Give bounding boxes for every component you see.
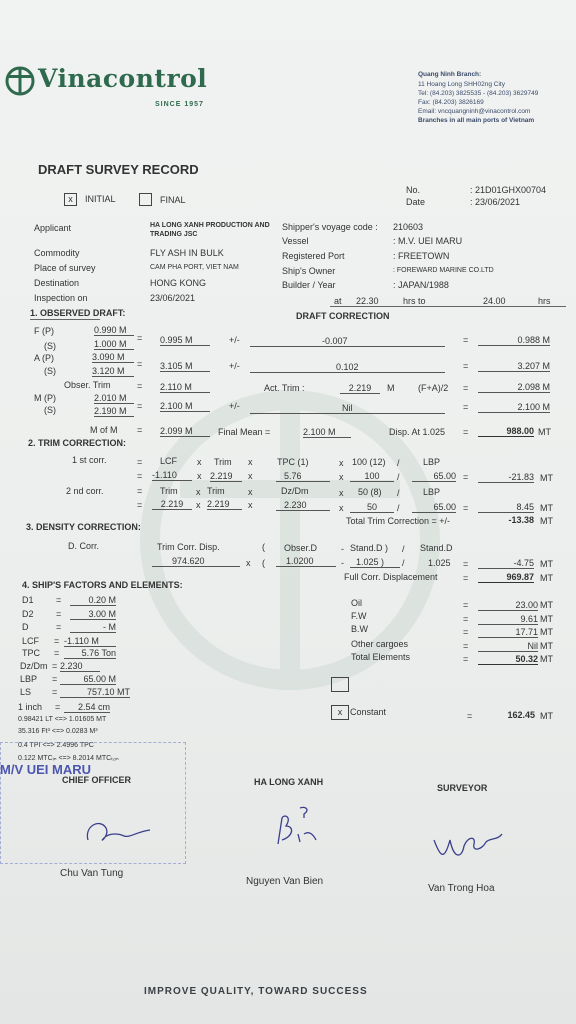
f-result: 0.988 M [478, 335, 550, 346]
survey-sheet: Vinacontrol SINCE 1957 Quang Ninh Branch: 11 Hoang Long SHH02ng City Tel: (84.203) 3825535 - (84.203) 3629749 Fax: (84.203) 3826169 Email: vncquangninh@vinacontrol.com Branches in all main ports of Vietnam DRAFT SURVEY RECORD x INITIAL FINAL No. : 21D01GHX00704 Date : 23/06/2021 Applicant HA LONG XANH PRODUCTION AND TRADING JSC Commodity FLY ASH IN BULK Place of survey CAM PHA PORT, VIET NAM Destination HONG KONG Inspection on 23/06/2021 Shipper's voyage code : 210603 Vessel : M.V. UEI MARU Registered Port : FREETOWN Ship's Owner : FOREWARD MARINE CO.LTD Builder / Year : JAPAN/1988 at 22.30 hrs to 24.00 hrs 1. OBSERVED DRAFT: DRAFT CORRECTION F (P) (S) A (P) (S) 0.990 M 1.000 M 3.090 M 3.120 M = = 0.995 M 3.105 M +/- +/- -0.007 0.102 = = 0.988 M 3.207 M Obser. Trim = 2.110 M Act. Trim : 2.219 M (F+A)/2 = 2.098 M M (P) (S) 2.010 M 2.190 M = 2.100 M +/- Nil = 2.100 M M of M = 2.099 M Final Mean = 2.100 M Disp. At 1.025 = 988.00 MT 2. TRIM CORRECTION: 1 st corr. = LCF x Trim x TPC (1) x 100 (12) / LBP = -1.110 x 2.219 x 5.76 x 100 / 65.00 = -21.83 MT 2 nd corr. = Trim x Trim x Dz/Dm x 50 (8) / LBP = 2.219 x 2.219 x 2.230 x 50 / 65.00 = 8.45 MT Total Trim Correction = +/- -13.38 MT 3. DENSITY CORRECTION: D. Corr. Trim Corr. Disp. ( Obser.D - Stand.D ) / Stand.D 974.620 x ( 1.0200 - 1.025 ) / 1.025 = -4.75 MT Full Corr. Displacement = 969.87 MT 4. SHIP'S FACTORS AND ELEMENTS: D1 = 0.20 M D2 = 3.00 M D = - M LCF = -1.110 M TPC = 5.76 Ton Dz/Dm = 2.230 LBP = 65.00 M LS = 757.10 MT 1 inch = 2.54 cm 0.98421 LT <=> 1.01605 MT 35.316 Ft³ <=> 0.0283 M³ 0.4 TPI <=> 2.4996 TPC 0.122 MTCᵢₙ <=> 8.2014 MTCₜₒₙ Oil F.W B.W Other cargoes Total Elements = = = = = 23.00 9.61 17.71 Nil 50.32 MT MT MT MT MT x Constant = 162.45 MT M/V UEI MARU CHIEF OFFICER HA LONG XANH SURVEYOR Chu Van Tung Nguyen Van Bien Van Trong Hoa IMPROVE QUALITY, TOWARD SUCCESS [0, 0, 576, 1024]
dzdm4-value: 2.230 [60, 661, 100, 672]
second-result: 8.45 [478, 502, 534, 513]
lbp-value: 65.00 [412, 471, 456, 482]
a-correction: 0.102 [250, 362, 445, 373]
f-mean: 0.995 M [160, 335, 210, 346]
other-label: Other cargoes [351, 639, 409, 649]
d-label: D [22, 622, 29, 632]
hundred-value: 100 [350, 471, 394, 482]
m-correction: Nil [250, 403, 445, 414]
t1-value: 2.219 [152, 499, 192, 510]
obs-d-label: Obser.D [284, 543, 318, 553]
final-label: FINAL [160, 195, 186, 205]
constant-mt: MT [540, 711, 553, 721]
sec1-rule [30, 319, 100, 320]
first-corr-label: 1 st corr. [72, 455, 107, 465]
oil-mt: MT [540, 600, 553, 610]
surveyor-label: SURVEYOR [437, 783, 488, 793]
sec3-title: 3. DENSITY CORRECTION: [26, 522, 141, 532]
company-label: HA LONG XANH [254, 777, 324, 787]
constant-checkbox[interactable]: x [331, 705, 349, 720]
lcf4-label: LCF [22, 636, 40, 646]
lbp4-value: 65.00 M [60, 674, 116, 685]
first-result: -21.83 [478, 472, 534, 483]
mofm-value: 2.099 M [160, 426, 210, 437]
commodity-label: Commodity [34, 248, 80, 258]
destination-value: HONG KONG [150, 278, 207, 288]
act-trim: 2.219 [340, 383, 380, 394]
std-d-value: 1.025 ) [350, 557, 400, 568]
mp-value: 2.010 M [94, 393, 134, 404]
brand-logo: Vinacontrol [38, 64, 208, 93]
chief-officer-label: CHIEF OFFICER [62, 775, 131, 785]
bw-mt: MT [540, 627, 553, 637]
lbp4-label: LBP [20, 674, 38, 684]
owner-value: : FOREWARD MARINE CO.LTD [393, 267, 494, 274]
tpc4-label: TPC [22, 648, 40, 658]
fa2-value: 2.098 M [478, 382, 550, 393]
as-label: (S) [44, 366, 56, 376]
time-at: at [334, 296, 342, 306]
total-mt: MT [540, 654, 553, 664]
total-trim-value: -13.38 [508, 515, 534, 525]
trim-label: Trim [214, 457, 232, 467]
std2-label: Stand.D [420, 543, 453, 553]
full-corr-mt: MT [540, 573, 553, 583]
a-pm: +/- [229, 361, 240, 371]
total-elements-value: 50.32 [478, 654, 538, 665]
full-corr-value: 969.87 [478, 572, 534, 583]
branch-email: Email: vncquangninh@vinacontrol.com [418, 108, 531, 115]
tpc-value: 5.76 [276, 471, 330, 482]
tpi-conversion: 0.4 TPI <=> 2.4996 TPC [18, 742, 94, 749]
lbp2-value: 65.00 [412, 502, 456, 513]
obs-trim-label: Obser. Trim [64, 380, 111, 390]
fw-mt: MT [540, 614, 553, 624]
final-checkbox[interactable] [139, 193, 152, 206]
fw-value: 9.61 [478, 614, 538, 625]
initial-label: INITIAL [85, 194, 116, 204]
tcd-value: 974.620 [152, 556, 240, 567]
oil-label: Oil [351, 598, 362, 608]
branch-fax: Fax: (84.203) 3826169 [418, 99, 484, 106]
full-corr-label: Full Corr. Displacement [344, 572, 438, 582]
f-correction: -0.007 [250, 336, 445, 347]
final-mean: 2.100 M [303, 427, 351, 438]
trim2b-label: Trim [207, 486, 225, 496]
fw-label: F.W [351, 611, 367, 621]
fp-value: 0.990 M [94, 325, 134, 336]
company-signature-icon [270, 804, 320, 850]
vessel-tag: M/V UEI MARU [0, 762, 91, 777]
inch-label: 1 inch [18, 702, 43, 712]
other-mt: MT [540, 641, 553, 651]
oil-value: 23.00 [478, 600, 538, 611]
destination-label: Destination [34, 278, 80, 288]
trim-value: 2.219 [210, 471, 242, 482]
inspection-value: 23/06/2021 [150, 293, 196, 303]
lcf4-value: -1.110 M [64, 636, 116, 647]
lbp2-label: LBP [423, 487, 441, 497]
voyage-label: Shipper's voyage code : [282, 222, 378, 232]
d1-value: 0.20 M [70, 595, 116, 606]
place-value: CAM PHA PORT, VIET NAM [150, 264, 239, 271]
record-title: DRAFT SURVEY RECORD [38, 162, 199, 177]
applicant-value: HA LONG XANH PRODUCTION AND TRADING JSC [150, 222, 270, 238]
fp-label: F (P) [34, 326, 54, 336]
constant-value: 162.45 [507, 710, 535, 720]
p100-label: 100 (12) [352, 457, 386, 467]
other-value: Nil [478, 641, 538, 652]
m-result: 2.100 M [478, 402, 550, 413]
branch-tel: Tel: (84.203) 3825535 - (84.203) 3629749 [418, 90, 539, 97]
a-mean: 3.105 M [160, 361, 210, 372]
surveyor-signature-icon [428, 826, 508, 866]
act-trim-label: Act. Trim : [264, 383, 305, 393]
sec4-title: 4. SHIP'S FACTORS AND ELEMENTS: [22, 580, 183, 590]
dzdm4-label: Dz/Dm [20, 661, 48, 671]
ls-value: 757.10 MT [60, 687, 130, 698]
builder-value: : JAPAN/1988 [393, 280, 449, 290]
disp-value: 988.00 [478, 426, 534, 437]
bw-value: 17.71 [478, 627, 538, 638]
second-mt: MT [540, 503, 553, 513]
ls-label: LS [20, 687, 32, 697]
total-elements-label: Total Elements [351, 652, 411, 662]
f-pm: +/- [229, 335, 240, 345]
disp-label: Disp. At 1.025 [389, 427, 446, 437]
final-mean-label: Final Mean = [218, 427, 271, 437]
time-hrs: hrs [538, 296, 551, 306]
watermark-emblem [140, 330, 440, 750]
bw-label: B.W [351, 624, 368, 634]
fs-value: 1.000 M [94, 339, 134, 350]
commodity-value: FLY ASH IN BULK [150, 248, 224, 258]
port-label: Registered Port [282, 251, 345, 261]
draft-correction-title: DRAFT CORRECTION [296, 311, 390, 321]
act-trim-unit: M [387, 383, 395, 393]
std-d-label: Stand.D ) [350, 543, 389, 553]
lcf-value: -1.110 [152, 470, 192, 481]
initial-checkbox[interactable]: x [64, 193, 77, 206]
company-signer-name: Nguyen Van Bien [246, 876, 324, 887]
scale-logo-icon [4, 64, 36, 98]
d2-value: 3.00 M [70, 609, 116, 620]
ap-label: A (P) [34, 353, 55, 363]
dcorr-mt: MT [540, 559, 553, 569]
trim2-label: Trim [160, 486, 178, 496]
total-trim-mt: MT [540, 516, 553, 526]
time-from: 22.30 [356, 296, 379, 306]
dcorr-label: D. Corr. [68, 541, 100, 551]
record-no-value: : 21D01GHX00704 [470, 185, 547, 195]
footer-slogan: IMPROVE QUALITY, TOWARD SUCCESS [144, 986, 368, 997]
branch-title: Quang Ninh Branch: [418, 71, 482, 78]
empty-checkbox[interactable] [331, 677, 349, 692]
as-value: 3.120 M [92, 366, 134, 377]
lcf-label: LCF [160, 456, 178, 466]
total-trim-label: Total Trim Correction = +/- [346, 516, 451, 526]
voyage-value: 210603 [393, 222, 424, 232]
port-value: : FREETOWN [393, 251, 450, 261]
constant-label: Constant [350, 707, 387, 717]
inch-value: 2.54 cm [64, 702, 110, 713]
place-label: Place of survey [34, 263, 96, 273]
sec1-title: 1. OBSERVED DRAFT: [30, 308, 126, 318]
d1-label: D1 [22, 595, 34, 605]
second-corr-label: 2 nd corr. [66, 486, 104, 496]
disp-unit: MT [538, 427, 551, 437]
d-value: - M [70, 622, 116, 633]
ft-conversion: 35.316 Ft³ <=> 0.0283 M³ [18, 728, 98, 735]
std2-value: 1.025 [428, 558, 451, 568]
record-date-label: Date [406, 197, 426, 207]
a-result: 3.207 M [478, 361, 550, 372]
tpc4-value: 5.76 Ton [64, 648, 116, 659]
branch-address: 11 Hoang Long SHH02ng City [418, 81, 505, 88]
brand-since: SINCE 1957 [155, 101, 204, 108]
owner-label: Ship's Owner [282, 266, 336, 276]
record-date-value: : 23/06/2021 [470, 197, 521, 207]
mtc-conversion: 0.122 MTCᵢₙ <=> 8.2014 MTCₜₒₙ [18, 755, 119, 762]
time-to: 24.00 [483, 296, 506, 306]
dzdm-label: Dz/Dm [281, 486, 309, 496]
mofm-label: M of M [90, 425, 118, 435]
vessel-value: : M.V. UEI MARU [393, 236, 463, 246]
applicant-label: Applicant [34, 223, 72, 233]
tpc-label: TPC (1) [277, 457, 309, 467]
m-mean: 2.100 M [160, 401, 210, 412]
vessel-label: Vessel [282, 236, 309, 246]
inspection-label: Inspection on [34, 293, 88, 303]
obs-trim: 2.110 M [160, 382, 210, 393]
chief-signature-icon [80, 812, 160, 852]
fs-label: (S) [44, 341, 56, 351]
fifty8-label: 50 (8) [358, 487, 382, 497]
time-line [330, 306, 566, 307]
lt-conversion: 0.98421 LT <=> 1.01605 MT [18, 716, 107, 723]
mp-label: M (P) [34, 393, 56, 403]
time-to-label: hrs to [403, 296, 426, 306]
lbp-label: LBP [423, 457, 441, 467]
dcorr-result: -4.75 [478, 558, 534, 569]
surveyor-name: Van Trong Hoa [428, 883, 495, 894]
branch-note: Branches in all main ports of Vietnam [418, 117, 535, 124]
first-mt: MT [540, 473, 553, 483]
record-no-label: No. [406, 185, 421, 195]
ms-label: (S) [44, 405, 56, 415]
obs-d-value: 1.0200 [276, 556, 336, 567]
d2-label: D2 [22, 609, 34, 619]
t2-value: 2.219 [207, 499, 242, 510]
fifty-value: 50 [350, 502, 394, 513]
builder-label: Builder / Year [282, 280, 336, 290]
ap-value: 3.090 M [92, 352, 134, 363]
fa2-label: (F+A)/2 [418, 383, 449, 393]
chief-name: Chu Van Tung [60, 868, 124, 879]
m-pm: +/- [229, 401, 240, 411]
tcd-label: Trim Corr. Disp. [157, 542, 220, 552]
dzdm-value: 2.230 [276, 500, 330, 511]
sec2-title: 2. TRIM CORRECTION: [28, 438, 126, 448]
ms-value: 2.190 M [94, 406, 134, 417]
